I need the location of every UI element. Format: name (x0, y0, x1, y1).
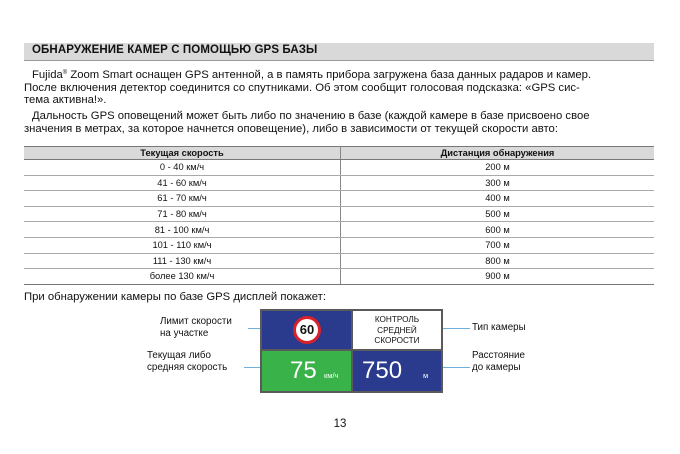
speed-cell: 111 - 130 км/ч (24, 253, 341, 269)
registered-mark: ® (62, 70, 68, 76)
brand-name: Fujida (32, 69, 63, 81)
speed-limit-sign-icon: 60 (293, 316, 321, 344)
speed-cell: 0 - 40 км/ч (24, 160, 341, 176)
intro-line-2: После включения детектор соединится со спутниками. Об этом сообщит голосовая подсказка: «GPS сис- (24, 81, 580, 94)
speed-cell: 101 - 110 км/ч (24, 237, 341, 253)
table-row (24, 191, 654, 207)
current-speed-value: 75 (290, 357, 317, 384)
distance-cell: 200 м (341, 160, 655, 176)
table-row (24, 269, 654, 285)
speed-limit-panel (262, 311, 351, 349)
distance-unit: м (423, 371, 429, 380)
distance-table (24, 146, 654, 285)
speed-cell: более 130 км/ч (24, 269, 341, 285)
callout-current-speed: Текущая либо средняя скорость (147, 350, 228, 373)
distance-cell: 600 м (341, 222, 655, 238)
callout-distance: Расстояние до камеры (472, 350, 525, 373)
table-row (24, 222, 654, 238)
distance-cell: 500 м (341, 206, 655, 222)
section-header (24, 43, 654, 61)
display-intro: При обнаружении камеры по базе GPS дисплей покажет: (24, 291, 326, 303)
detector-display (260, 309, 443, 393)
speed-cell: 81 - 100 км/ч (24, 222, 341, 238)
header-distance: Дистанция обнаружения (341, 147, 655, 160)
intro-line-3: тема активна!». (24, 94, 107, 107)
speed-cell: 41 - 60 км/ч (24, 175, 341, 191)
speed-cell: 71 - 80 км/ч (24, 206, 341, 222)
table-header-row (24, 147, 654, 160)
table-row (24, 160, 654, 176)
camera-type-text: КОНТРОЛЬ СРЕДНЕЙ СКОРОСТИ (374, 315, 420, 346)
header-speed: Текущая скорость (24, 147, 341, 160)
intro-paragraph (24, 69, 658, 107)
camera-type-panel (353, 311, 441, 349)
speed-cell: 61 - 70 км/ч (24, 191, 341, 207)
callout-speed-limit: Лимит скорости на участке (160, 316, 232, 339)
distance-cell: 800 м (341, 253, 655, 269)
distance-cell: 700 м (341, 237, 655, 253)
range-line-1: Дальность GPS оповещений может быть либо по значению в базе (каждой камере в базе присвоено свое (32, 110, 590, 122)
distance-cell: 400 м (341, 191, 655, 207)
intro-line-1: Fujida® Zoom Smart оснащен GPS антенной, а в память прибора загружена база данных радаров и камер. (32, 69, 592, 81)
speed-unit: км/ч (324, 371, 339, 380)
callout-camera-type: Тип камеры (472, 322, 526, 333)
distance-cell: 300 м (341, 175, 655, 191)
table-row (24, 253, 654, 269)
table-row (24, 237, 654, 253)
range-paragraph (24, 110, 658, 135)
table-row (24, 206, 654, 222)
table-row (24, 175, 654, 191)
distance-cell: 900 м (341, 269, 655, 285)
distance-panel (353, 351, 441, 391)
distance-value: 750 (362, 357, 403, 384)
range-line-2: значения в метрах, за которое начнется оповещение), либо в зависимости от текущей скорости авто: (24, 122, 558, 135)
current-speed-panel (262, 351, 351, 391)
section-title: ОБНАРУЖЕНИЕ КАМЕР С ПОМОЩЬЮ GPS БАЗЫ (32, 44, 318, 56)
page-number: 13 (333, 418, 347, 430)
